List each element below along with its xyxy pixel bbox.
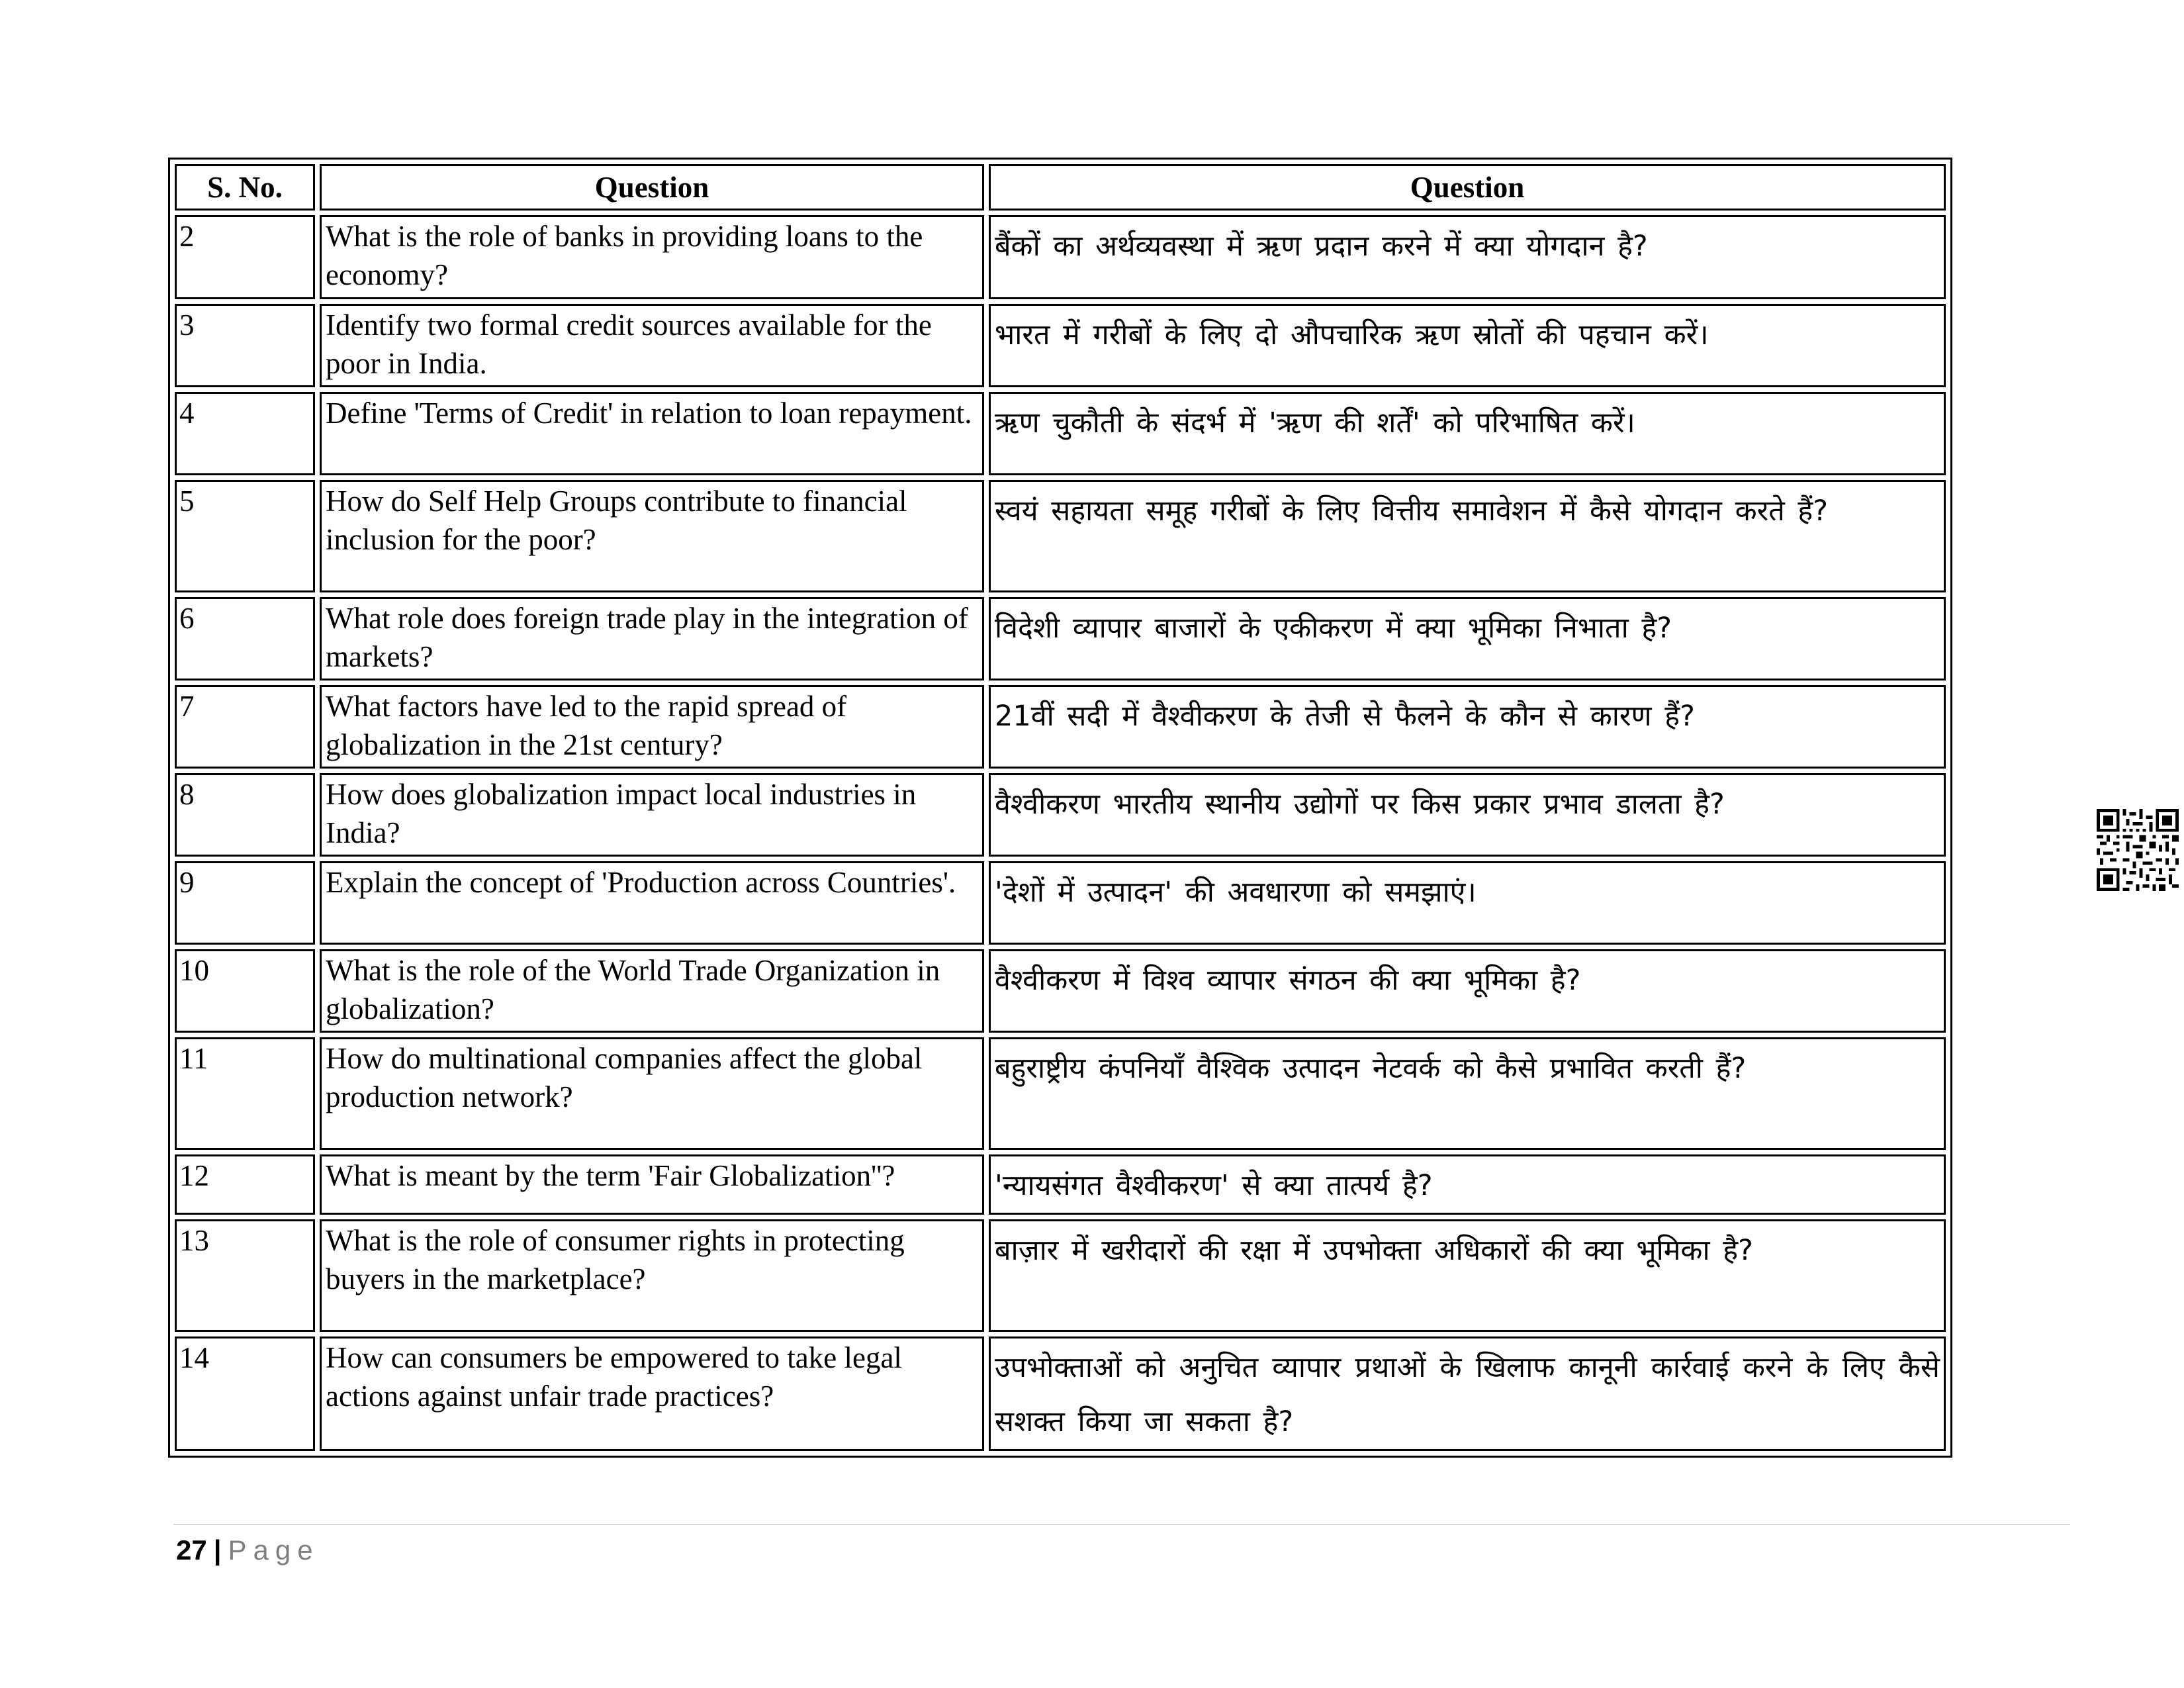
table-header-row xyxy=(175,164,1946,211)
qr-code-icon xyxy=(2097,809,2179,891)
table-row xyxy=(175,215,1946,299)
question-hindi: उपभोक्ताओं को अनुचित व्यापार प्रथाओं के खिलाफ कानूनी कार्रवाई करने के लिए कैसे सशक्त किया जा सकता है? xyxy=(989,1336,1946,1451)
table-row xyxy=(175,304,1946,387)
question-hindi: स्वयं सहायता समूह गरीबों के लिए वित्तीय समावेशन में कैसे योगदान करते हैं? xyxy=(989,480,1946,592)
serial-number: 14 xyxy=(175,1336,315,1451)
serial-number: 10 xyxy=(175,949,315,1033)
question-english: Define 'Terms of Credit' in relation to loan repayment. xyxy=(320,392,984,475)
serial-number: 4 xyxy=(175,392,315,475)
table-row xyxy=(175,1154,1946,1215)
question-english: Identify two formal credit sources available for the poor in India. xyxy=(320,304,984,387)
question-hindi: 21वीं सदी में वैश्वीकरण के तेजी से फैलने के कौन से कारण हैं? xyxy=(989,685,1946,769)
serial-number: 11 xyxy=(175,1037,315,1150)
question-hindi: ऋण चुकौती के संदर्भ में 'ऋण की शर्तें' को परिभाषित करें। xyxy=(989,392,1946,475)
question-hindi: 'देशों में उत्पादन' की अवधारणा को समझाएं। xyxy=(989,861,1946,945)
page-label: Page xyxy=(228,1534,320,1566)
question-english: What is the role of banks in providing loans to the economy? xyxy=(320,215,984,299)
question-english: How do Self Help Groups contribute to financial inclusion for the poor? xyxy=(320,480,984,592)
table-row xyxy=(175,685,1946,769)
question-hindi: 'न्यायसंगत वैश्वीकरण' से क्या तात्पर्य है? xyxy=(989,1154,1946,1215)
question-english: How can consumers be empowered to take legal actions against unfair trade practices? xyxy=(320,1336,984,1451)
serial-number: 8 xyxy=(175,773,315,857)
table-row xyxy=(175,1037,1946,1150)
serial-number: 7 xyxy=(175,685,315,769)
question-english: What is the role of the World Trade Organization in globalization? xyxy=(320,949,984,1033)
question-english: How do multinational companies affect the global production network? xyxy=(320,1037,984,1150)
table-row xyxy=(175,861,1946,945)
question-english: What is meant by the term 'Fair Globalization''? xyxy=(320,1154,984,1215)
question-english: How does globalization impact local industries in India? xyxy=(320,773,984,857)
question-english: What role does foreign trade play in the integration of markets? xyxy=(320,597,984,680)
question-hindi: विदेशी व्यापार बाजारों के एकीकरण में क्या भूमिका निभाता है? xyxy=(989,597,1946,680)
page-number: 27 xyxy=(176,1534,207,1566)
serial-number: 6 xyxy=(175,597,315,680)
table-row xyxy=(175,949,1946,1033)
serial-number: 12 xyxy=(175,1154,315,1215)
table-row xyxy=(175,597,1946,680)
page-footer xyxy=(176,1530,320,1570)
question-english: What is the role of consumer rights in protecting buyers in the marketplace? xyxy=(320,1219,984,1332)
serial-number: 13 xyxy=(175,1219,315,1332)
question-hindi: बहुराष्ट्रीय कंपनियाँ वैश्विक उत्पादन नेटवर्क को कैसे प्रभावित करती हैं? xyxy=(989,1037,1946,1150)
table-row xyxy=(175,480,1946,592)
serial-number: 9 xyxy=(175,861,315,945)
question-english: What factors have led to the rapid spread of globalization in the 21st century? xyxy=(320,685,984,769)
header-serial-number: S. No. xyxy=(175,164,315,211)
table-row xyxy=(175,392,1946,475)
question-hindi: वैश्वीकरण भारतीय स्थानीय उद्योगों पर किस प्रकार प्रभाव डालता है? xyxy=(989,773,1946,857)
footer-separator: | xyxy=(213,1534,222,1566)
header-question-hindi: Question xyxy=(989,164,1946,211)
question-english: Explain the concept of 'Production across Countries'. xyxy=(320,861,984,945)
question-hindi: वैश्वीकरण में विश्व व्यापार संगठन की क्या भूमिका है? xyxy=(989,949,1946,1033)
table-row xyxy=(175,1219,1946,1332)
header-question-english: Question xyxy=(320,164,984,211)
questions-table xyxy=(168,158,1952,1458)
table-row xyxy=(175,1336,1946,1451)
serial-number: 5 xyxy=(175,480,315,592)
serial-number: 3 xyxy=(175,304,315,387)
question-hindi: भारत में गरीबों के लिए दो औपचारिक ऋण स्रोतों की पहचान करें। xyxy=(989,304,1946,387)
footer-divider xyxy=(173,1524,2070,1525)
serial-number: 2 xyxy=(175,215,315,299)
question-hindi: बाज़ार में खरीदारों की रक्षा में उपभोक्ता अधिकारों की क्या भूमिका है? xyxy=(989,1219,1946,1332)
question-hindi: बैंकों का अर्थव्यवस्था में ऋण प्रदान करने में क्या योगदान है? xyxy=(989,215,1946,299)
table-row xyxy=(175,773,1946,857)
